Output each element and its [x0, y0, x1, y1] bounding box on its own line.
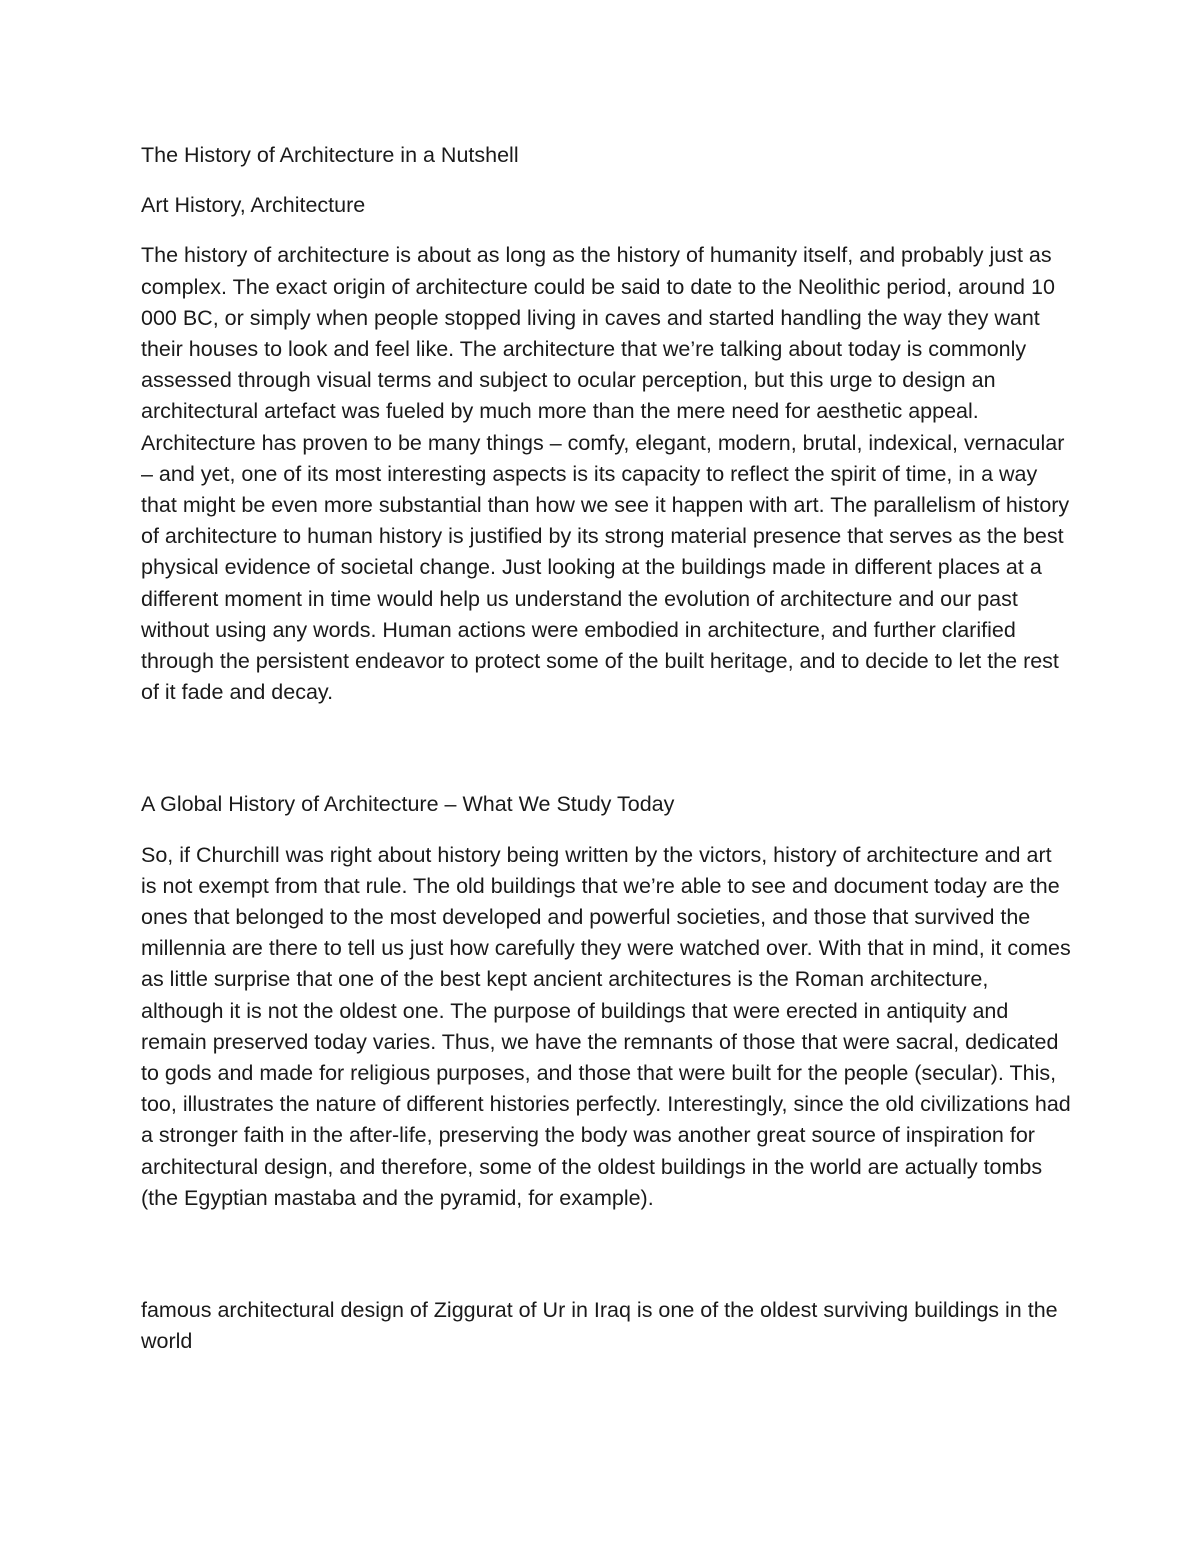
intro-paragraph: The history of architecture is about as long as the history of humanity itself, and probably just as complex. The exact origin of architecture could be said to date to the Neolithic period, around 10 000 BC, or simply when people stopped living in caves and started handling the way they want their houses to look and feel like. The architecture that we’re talking about today is commonly assessed through visual terms and subject to ocular perception, but this urge to design an architectural artefact was fueled by much more than the mere need for aesthetic appeal. Architecture has proven to be many things – comfy, elegant, modern, brutal, indexical, vernacular – and yet, one of its most interesting aspects is its capacity to reflect the spirit of time, in a way that might be even more substantial than how we see it happen with art. The parallelism of history of architecture to human history is justified by its strong material presence that serves as the best physical evidence of societal change. Just looking at the buildings made in different places at a different moment in time would help us understand the evolution of architecture and our past without using any words. Human actions were embodied in architecture, and further clarified through the persistent endeavor to protect some of the built heritage, and to decide to let the rest of it fade and decay.: [141, 243, 1070, 705]
document-category: Art History, Architecture: [141, 193, 366, 218]
section-paragraph: So, if Churchill was right about history being written by the victors, history of architecture and art is not exempt from that rule. The old buildings that we’re able to see and document today are the ones that belonged to the most developed and powerful societies, and those that survived the millennia are there to tell us just how carefully they were watched over. With that in mind, it comes as little surprise that one of the best kept ancient architectures is the Roman architecture, although it is not the oldest one. The purpose of buildings that were erected in antiquity and remain preserved today varies. Thus, we have the remnants of those that were sacral, dedicated to gods and made for religious purposes, and those that were built for the people (secular). This, too, illustrates the nature of different histories perfectly. Interestingly, since the old civilizations had a stronger faith in the after-life, preserving the body was another great source of inspiration for architectural design, and therefore, some of the oldest buildings in the world are actually tombs (the Egyptian mastaba and the pyramid, for example).: [141, 842, 1071, 1210]
section-heading: A Global History of Architecture – What We Study Today: [141, 792, 675, 817]
document-title: The History of Architecture in a Nutshell: [141, 143, 519, 167]
document-page: [141, 140, 1071, 1358]
closing-note: famous architectural design of Ziggurat of Ur in Iraq is one of the oldest surviving buildings in the world: [141, 1298, 1058, 1354]
